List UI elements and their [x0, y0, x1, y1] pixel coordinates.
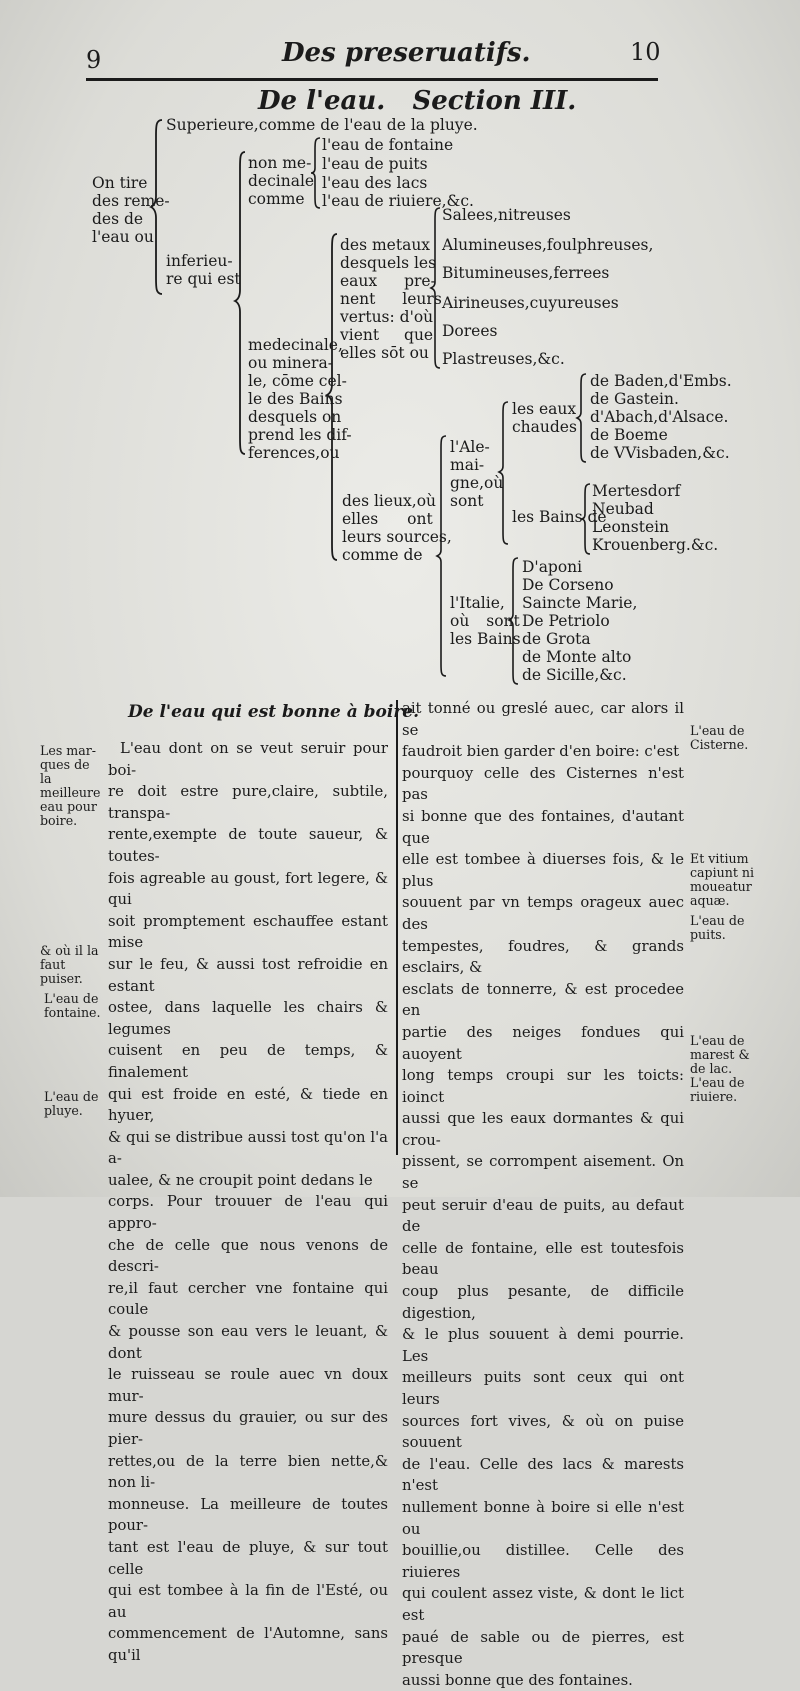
- margin-note-vitium: [690, 852, 760, 908]
- margin-line: L'eau de: [44, 1089, 99, 1104]
- left-line: ostee, dans laquelle les chairs & legumes: [108, 999, 388, 1038]
- tree-bains-3: Leonstein: [592, 518, 670, 536]
- brace-allemagne: [498, 400, 510, 546]
- brace-fresh-svg: [310, 136, 322, 210]
- brace-fresh: [310, 136, 322, 210]
- left-line: qui est froide en esté, & tiede en hyuer,: [108, 1085, 388, 1125]
- tree-lieux-1: des lieux,où: [342, 492, 437, 510]
- tree-bains-2: Neubad: [592, 500, 654, 518]
- left-line: ualee, & ne croupit point dedans le: [108, 1171, 373, 1189]
- left-line: commencement de l'Automne, sans qu'il: [108, 1625, 388, 1664]
- tree-mineral-6: Plastreuses,&c.: [442, 350, 565, 368]
- tree-allemagne-2: mai-: [450, 456, 485, 474]
- brace-allemagne-svg: [498, 400, 510, 546]
- brace-lieux: [436, 434, 448, 678]
- left-line: mure dessus du grauier, ou sur des pier-: [108, 1409, 388, 1448]
- tree-on-tire-1: On tire: [92, 174, 148, 192]
- right-line: coup plus pesante, de difficile digestion,: [402, 1283, 684, 1322]
- tree-mineral-1: Salees,nitreuses: [442, 206, 571, 224]
- right-line: si bonne que des fontaines, d'autant que: [402, 807, 684, 847]
- right-line: aussi que les eaux dormantes & qui crou-: [402, 1110, 684, 1149]
- tree-bains-1: Mertesdorf: [592, 482, 681, 500]
- tree-italie-place-5: de Grota: [522, 630, 591, 648]
- tree-inferieure-1: inferieu-: [166, 252, 233, 270]
- margin-line: pluye.: [44, 1103, 83, 1118]
- margin-line: puits.: [690, 927, 726, 942]
- right-line: paué de sable ou de pierres, est presque: [402, 1628, 684, 1668]
- margin-note-fontaine: [44, 992, 106, 1020]
- right-line: tempestes, foudres, & grands esclairs, &: [402, 937, 684, 977]
- tree-chaudes-3: d'Abach,d'Alsace.: [590, 408, 729, 426]
- brace-medecinale: [326, 232, 340, 562]
- left-line: L'eau dont on se veut seruir pour boi-: [108, 740, 388, 779]
- tree-italie-place-3: Saincte Marie,: [522, 594, 638, 612]
- tree-mineral-4: Airineuses,cuyureuses: [442, 294, 619, 312]
- margin-line: L'eau de: [44, 991, 99, 1006]
- left-line: tant est l'eau de pluye, & sur tout celle: [108, 1538, 388, 1578]
- brace-mineral-svg: [430, 206, 442, 370]
- right-line: qui coulent assez viste, & dont le lict est: [402, 1585, 684, 1624]
- margin-line: meilleure: [40, 785, 101, 800]
- margin-note-pluye: [44, 1090, 106, 1118]
- brace-medecinale-svg: [326, 232, 340, 562]
- tree-on-tire-3: des de: [92, 210, 144, 228]
- tree-lieux-4: comme de: [342, 546, 423, 564]
- tree-italie-place-1: D'aponi: [522, 558, 583, 576]
- margin-note-marest: [690, 1034, 760, 1104]
- left-line: corps. Pour trouuer de l'eau qui appro-: [108, 1193, 388, 1233]
- tree-on-tire-4: l'eau ou: [92, 228, 154, 246]
- tree-metaux-7: elles sōt ou: [340, 344, 429, 362]
- tree-bains-4: Krouenberg.&c.: [592, 536, 719, 554]
- tree-lieux-2: elles ont: [342, 510, 433, 528]
- tree-mineral-3: Bitumineuses,ferrees: [442, 264, 610, 282]
- right-line: partie des neiges fondues qui auoyent: [402, 1023, 684, 1063]
- brace-mineral: [430, 206, 442, 370]
- margin-line: L'eau de: [690, 1033, 745, 1048]
- left-line: le ruisseau se roule auec vn doux mur-: [108, 1366, 388, 1405]
- tree-metaux-1: des metaux: [340, 236, 431, 254]
- right-line: souuent par vn temps orageux auec des: [402, 894, 684, 933]
- margin-note-cisterne: [690, 724, 760, 752]
- right-line: faudroit bien garder d'en boire: c'est: [402, 743, 680, 761]
- brace-italie-svg: [508, 556, 520, 686]
- page-number-right: 10: [630, 38, 661, 66]
- tree-med-1: medecinale,: [248, 336, 343, 354]
- right-line: celle de fontaine, elle est toutesfois beau: [402, 1239, 684, 1279]
- header-rule: [86, 78, 658, 81]
- tree-metaux-6: vient que: [340, 326, 434, 344]
- tree-allemagne-3: gne,où: [450, 474, 504, 492]
- left-line: che de celle que nous venons de descri-: [108, 1236, 388, 1276]
- tree-fresh-3: l'eau des lacs: [322, 174, 428, 192]
- left-line: soit promptement eschauffee estant mise: [108, 912, 388, 952]
- tree-italie-place-4: De Petriolo: [522, 612, 610, 630]
- brace-chaudes-svg: [576, 372, 588, 464]
- margin-line: eau pour: [40, 799, 97, 814]
- margin-note-marques: [40, 744, 102, 828]
- left-line: rente,exempte de toute saueur, & toutes-: [108, 826, 388, 865]
- tree-eaux-chaudes-2: chaudes: [512, 418, 577, 436]
- column-divider: [396, 700, 398, 1155]
- tree-les-bains-de: les Bains de: [512, 508, 607, 526]
- right-line: pourquoy celle des Cisternes n'est pas: [402, 764, 684, 804]
- tree-med-6: prend les dif-: [248, 426, 352, 444]
- tree-italie-place-7: de Sicille,&c.: [522, 666, 627, 684]
- right-line: meilleurs puits sont ceux qui ont leurs: [402, 1369, 684, 1408]
- margin-line: L'eau de: [690, 913, 745, 928]
- tree-allemagne-4: sont: [450, 492, 484, 510]
- brace-inferieure: [234, 150, 248, 456]
- right-line: esclats de tonnerre, & est procedee en: [402, 980, 684, 1020]
- margin-line: boire.: [40, 813, 78, 828]
- right-line: bouillie,ou distillee. Celle des riuieres: [402, 1542, 684, 1581]
- tree-med-3: le, cōme cel-: [248, 372, 347, 390]
- tree-italie-3: les Bains: [450, 630, 521, 648]
- left-line: rettes,ou de la terre bien nette,& non li-: [108, 1452, 388, 1492]
- margin-line: fontaine.: [44, 1005, 101, 1020]
- tree-chaudes-4: de Boeme: [590, 426, 668, 444]
- tree-mineral-2: Alumineuses,foulphreuses,: [442, 236, 654, 254]
- brace-bains-svg: [580, 482, 592, 556]
- tree-med-2: ou minera-: [248, 354, 333, 372]
- left-line: & qui se distribue aussi tost qu'on l'a a-: [108, 1128, 388, 1168]
- margin-line: Cisterne.: [690, 737, 749, 752]
- left-line: qui est tombee à la fin de l'Esté, ou au: [108, 1582, 388, 1621]
- tree-italie-place-2: De Corseno: [522, 576, 614, 594]
- margin-note-puits: [690, 914, 760, 942]
- margin-note-puiser: [40, 944, 106, 986]
- tree-fresh-2: l'eau de puits: [322, 155, 428, 173]
- brace-lieux-svg: [436, 434, 448, 678]
- tree-on-tire-2: des reme-: [92, 192, 170, 210]
- margin-line: riuiere.: [690, 1089, 738, 1104]
- right-line: aussi bonne que des fontaines.: [402, 1671, 633, 1689]
- subheading: De l'eau qui est bonne à boire.: [128, 702, 420, 722]
- brace-chaudes: [576, 372, 588, 464]
- left-line: cuisent en peu de temps, & finalement: [108, 1042, 388, 1081]
- margin-line: aquæ.: [690, 893, 730, 908]
- margin-line: ques de la: [40, 757, 90, 786]
- right-line: pissent, se corrompent aisement. On se: [402, 1153, 684, 1193]
- tree-inferieure-2: re qui est: [166, 270, 241, 288]
- right-line: long temps croupi sur les toicts: ioinct: [402, 1067, 684, 1106]
- margin-line: marest &: [690, 1047, 750, 1062]
- tree-non-med-1: non me-: [248, 154, 312, 172]
- section-heading: De l'eau. Section III.: [258, 86, 577, 116]
- tree-italie-place-6: de Monte alto: [522, 648, 632, 666]
- margin-line: L'eau de: [690, 723, 745, 738]
- bleed-through-left: [6, 260, 66, 300]
- brace-bains: [580, 482, 592, 556]
- brace-italie: [508, 556, 520, 686]
- right-line: de l'eau. Celle des lacs & marests n'est: [402, 1455, 684, 1495]
- running-title: Des preseruatifs.: [282, 38, 531, 68]
- left-line: & pousse son eau vers le leuant, & dont: [108, 1323, 388, 1362]
- right-line: elle est tombee à diuerses fois, & le plus: [402, 851, 684, 890]
- margin-line: de lac.: [690, 1061, 733, 1076]
- tree-italie-1: l'Italie,: [450, 594, 505, 612]
- tree-italie-2: où sont: [450, 612, 520, 630]
- left-line: fois agreable au goust, fort legere, & qui: [108, 869, 388, 909]
- margin-line: Les mar-: [40, 743, 97, 758]
- right-column-text: [402, 698, 684, 1691]
- left-line: monneuse. La meilleure de toutes pour-: [108, 1495, 388, 1535]
- left-line: re doit estre pure,claire, subtile, transpa-: [108, 783, 388, 822]
- tree-fresh-4: l'eau de riuiere,&c.: [322, 192, 474, 210]
- tree-chaudes-5: de VVisbaden,&c.: [590, 444, 730, 462]
- tree-metaux-4: nent leurs: [340, 290, 442, 308]
- tree-med-7: ferences,ou: [248, 444, 340, 462]
- tree-metaux-2: desquels les: [340, 254, 437, 272]
- left-line: sur le feu, & aussi tost refroidie en estant: [108, 955, 388, 995]
- tree-superieure: Superieure,comme de l'eau de la pluye.: [166, 116, 478, 134]
- right-line: peut seruir d'eau de puits, au defaut de: [402, 1196, 684, 1236]
- margin-line: moueatur: [690, 879, 752, 894]
- tree-non-med-3: comme: [248, 190, 305, 208]
- tree-metaux-5: vertus: d'où: [340, 308, 434, 326]
- right-line: & le plus souuent à demi pourrie. Les: [402, 1326, 684, 1365]
- margin-line: Et vitium: [690, 851, 749, 866]
- right-line: sources fort vives, & où on puise souuent: [402, 1412, 684, 1452]
- right-line: nullement bonne à boire si elle n'est ou: [402, 1498, 684, 1538]
- tree-lieux-3: leurs sources,: [342, 528, 452, 546]
- tree-non-med-2: decinale: [248, 172, 315, 190]
- margin-line: faut puiser.: [40, 957, 83, 986]
- left-column-text: [108, 738, 388, 1667]
- tree-chaudes-1: de Baden,d'Embs.: [590, 372, 732, 390]
- tree-chaudes-2: de Gastein.: [590, 390, 679, 408]
- tree-mineral-5: Dorees: [442, 322, 498, 340]
- tree-med-4: le des Bains: [248, 390, 343, 408]
- left-line: re,il faut cercher vne fontaine qui coule: [108, 1279, 388, 1319]
- margin-line: & où il la: [40, 943, 99, 958]
- margin-line: L'eau de: [690, 1075, 745, 1090]
- tree-eaux-chaudes-1: les eaux: [512, 400, 577, 418]
- tree-fresh-1: l'eau de fontaine: [322, 136, 454, 154]
- page-number-left: 9: [86, 46, 102, 74]
- tree-allemagne-1: l'Ale-: [450, 438, 490, 456]
- tree-med-5: desquels on: [248, 408, 342, 426]
- brace-inferieure-svg: [234, 150, 248, 456]
- margin-line: capiunt ni: [690, 865, 755, 880]
- tree-metaux-3: eaux pre-: [340, 272, 436, 290]
- right-line: ait tonné ou greslé auec, car alors il se: [402, 700, 684, 739]
